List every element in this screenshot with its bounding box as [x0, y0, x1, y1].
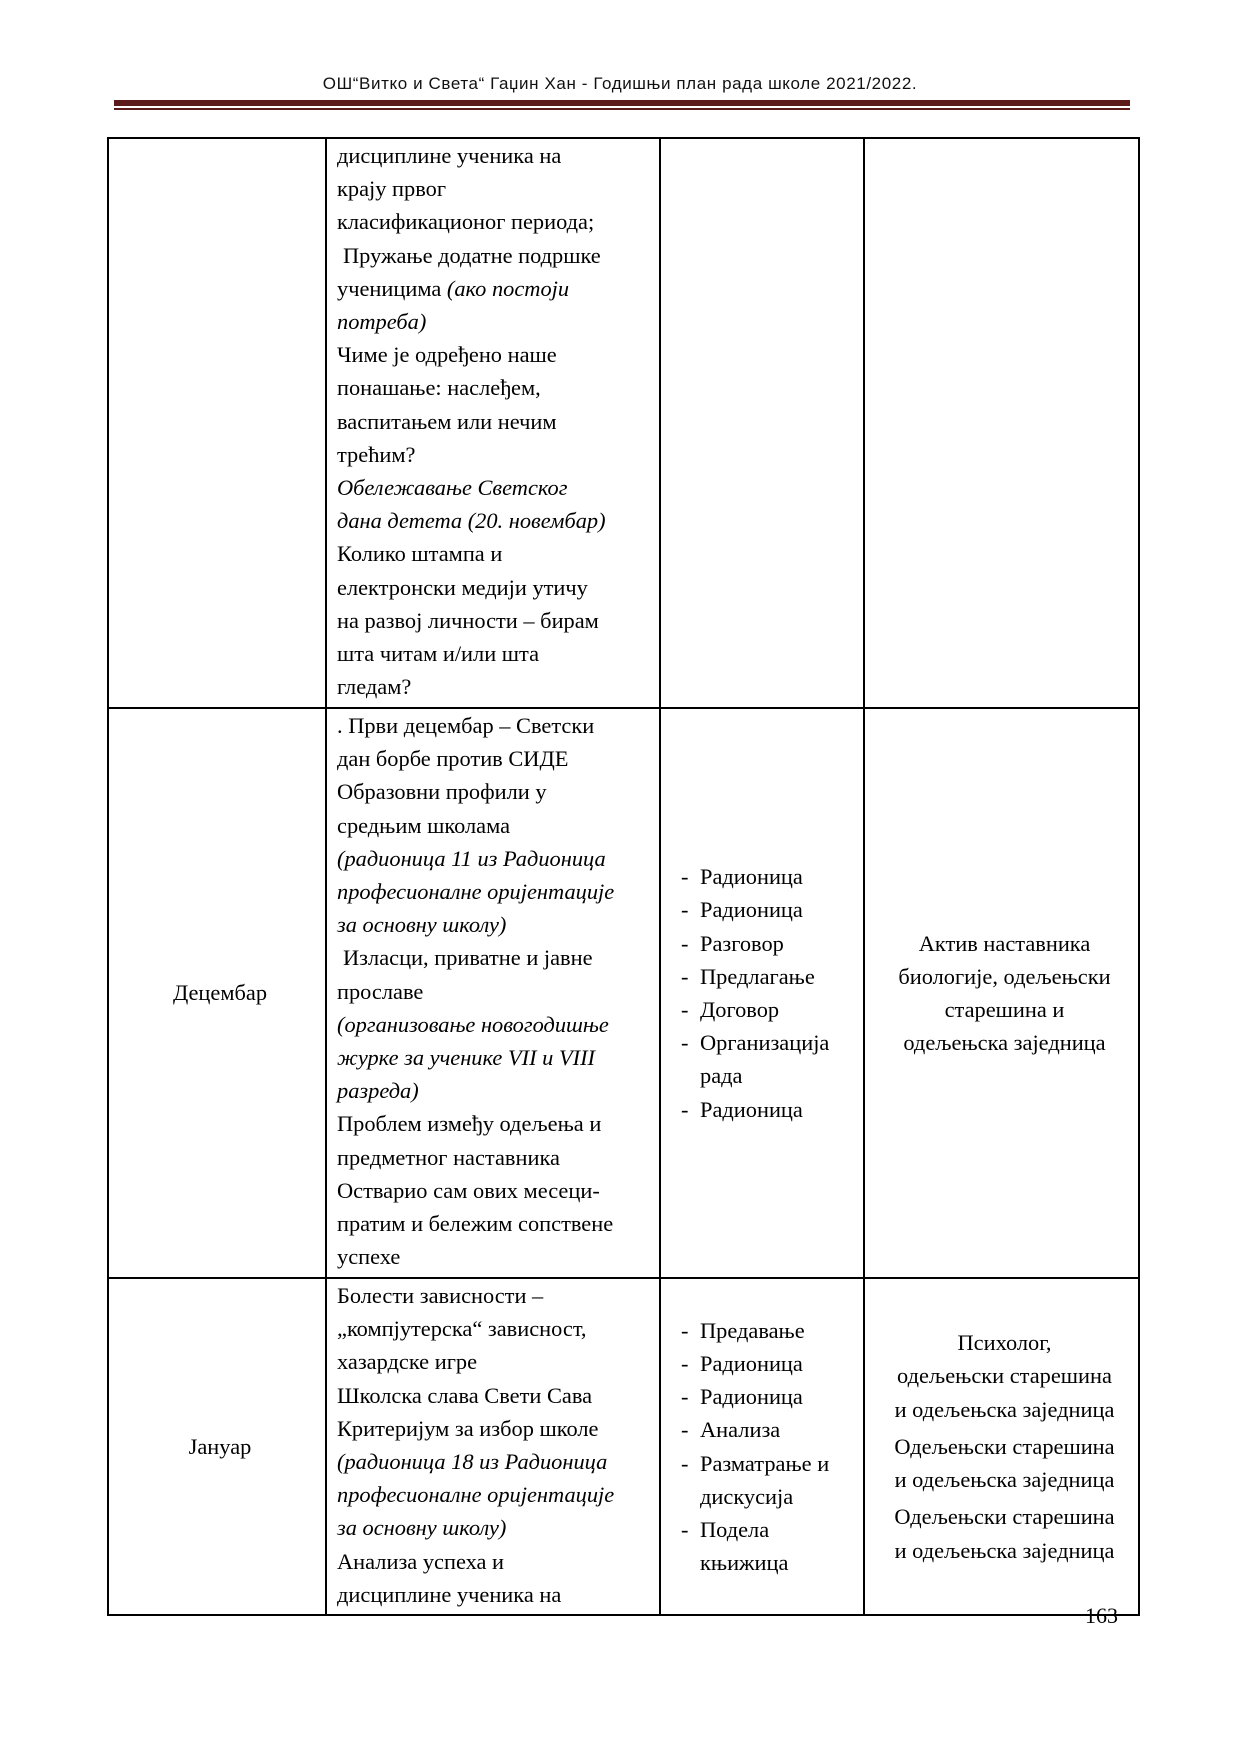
topic-line [337, 1445, 655, 1478]
topic-text: пратим и бележим сопствене [337, 1211, 614, 1237]
holder-group [875, 1326, 1134, 1426]
method-item [671, 927, 859, 960]
topic-line [337, 405, 655, 438]
topic-text: Школска слава Свети Сава [337, 1382, 593, 1408]
topic-text: разреда) [337, 1078, 419, 1104]
topic-text: „компјутерска“ зависност, [337, 1316, 587, 1342]
method-label: Разматрање и дискусија [700, 1450, 830, 1509]
topic-line [337, 1041, 655, 1074]
topic-line [337, 1207, 655, 1240]
method-item [671, 1447, 859, 1513]
method-label: Организација рада [700, 1030, 830, 1089]
table-row [108, 708, 1139, 1278]
topic-line [337, 670, 655, 703]
month-label: Јануар [188, 1433, 252, 1459]
topic-text: гледам? [337, 674, 412, 700]
topic-text: за основну школу) [337, 912, 507, 938]
method-label: Радионица [700, 1384, 803, 1410]
topic-text: Анализа успеха и [337, 1548, 505, 1574]
topic-text: Чиме је одређено наше [337, 342, 557, 368]
topic-line [337, 371, 655, 404]
method-label: Договор [700, 997, 780, 1022]
holder-text: одељењска заједница [903, 1030, 1106, 1056]
topic-line [337, 908, 655, 941]
topic-line [337, 1412, 655, 1445]
holder-group [875, 1430, 1134, 1496]
method-label: Разговор [700, 930, 784, 956]
topic-text: Пружање додатне подршке [343, 242, 601, 268]
document-header: ОШ“Витко и Света“ Гаџин Хан - Годишњи план рада школе 2021/2022. [322, 74, 918, 93]
topic-text: дисциплине ученика на [337, 1581, 562, 1607]
holder-text: Одељењски старешина [894, 1433, 1115, 1459]
dash-bullet: - [681, 1350, 689, 1376]
topic-line [337, 941, 655, 974]
dash-bullet: - [681, 930, 689, 956]
topic-line [337, 172, 655, 205]
topic-text: дисциплине ученика на [337, 143, 562, 168]
annual-plan-table [107, 137, 1140, 1616]
method-label: Радионица [700, 1096, 803, 1122]
topic-text: за основну школу) [337, 1515, 507, 1541]
topic-line [337, 1511, 655, 1544]
methods-cell [660, 1278, 864, 1615]
month-label: Децембар [172, 980, 268, 1006]
topic-text: Образовни профили у [337, 779, 547, 805]
methods-list [671, 860, 859, 1126]
topic-text: дан борбе против СИДЕ [337, 746, 569, 772]
holders-cell [864, 1278, 1139, 1615]
topic-line [337, 438, 655, 471]
topic-text: Остварио сам ових месеци- [337, 1177, 600, 1203]
holder-text: Психолог, [957, 1330, 1052, 1356]
table-row [108, 138, 1139, 708]
month-cell [108, 1278, 326, 1615]
topic-line [337, 305, 655, 338]
topic-text: потреба) [337, 309, 427, 335]
topic-text: (радионица 11 из Радионица [337, 845, 606, 871]
method-label: Радионица [700, 1350, 803, 1376]
topic-text: прославе [337, 978, 424, 1004]
dash-bullet: - [681, 1516, 689, 1542]
topic-text-italic: (ако постоји [446, 275, 570, 301]
dash-bullet: - [681, 1096, 689, 1122]
topic-line [337, 504, 655, 537]
topic-text: електронски медији утичу [337, 574, 588, 600]
holder-text: Актив наставника [918, 930, 1091, 956]
topic-line [337, 471, 655, 504]
holder-text: старешина и [944, 997, 1065, 1022]
topic-line [337, 1240, 655, 1273]
holder-group [875, 1500, 1134, 1566]
topic-line [337, 1345, 655, 1378]
topic-line [337, 1074, 655, 1107]
topic-line [337, 709, 655, 742]
methods-cell [660, 708, 864, 1278]
holder-group [875, 927, 1134, 1060]
topic-line [337, 537, 655, 570]
topic-line [337, 1545, 655, 1578]
method-label: Подела књижица [700, 1516, 789, 1576]
month-cell [108, 708, 326, 1278]
topic-text: (радионица 18 из Радионица [337, 1449, 608, 1475]
holder-text: и одељењска заједница [894, 1467, 1115, 1493]
topic-text: Критеријум за избор школе [337, 1415, 599, 1441]
topic-text: трећим? [337, 441, 416, 467]
topic-text: на развој личности – бирам [337, 607, 599, 633]
topic-text: успехе [337, 1244, 401, 1270]
dash-bullet: - [681, 997, 689, 1022]
topic-text: Колико штампа и [337, 541, 503, 567]
topic-line [337, 604, 655, 637]
topics-cell [326, 1278, 660, 1615]
method-label: Анализа [700, 1417, 781, 1443]
dash-bullet: - [681, 897, 689, 923]
topic-text: ученицима [337, 275, 447, 301]
topic-line [337, 1279, 655, 1312]
topic-line [337, 875, 655, 908]
dash-bullet: - [681, 963, 689, 989]
method-label: Предлагање [700, 963, 815, 989]
topic-line [337, 1312, 655, 1345]
method-label: Радионица [700, 864, 803, 890]
dash-bullet: - [681, 1317, 689, 1343]
dash-bullet: - [681, 1417, 689, 1443]
topic-line [337, 239, 655, 272]
holder-text: биологије, одељењски [898, 963, 1111, 989]
method-label: Радионица [700, 897, 803, 923]
topic-line [337, 1578, 655, 1611]
method-item [671, 1026, 859, 1092]
topic-text: предметног наставника [337, 1144, 560, 1170]
holder-text: и одељењска заједница [894, 1537, 1115, 1563]
topic-text: класификационог периода; [337, 209, 595, 235]
holder-text: Одељењски старешина [894, 1504, 1115, 1530]
method-item [671, 1347, 859, 1380]
method-item [671, 993, 859, 1026]
topic-text: Болести зависности – [337, 1283, 544, 1308]
method-item [671, 1413, 859, 1446]
topic-line [337, 1141, 655, 1174]
topic-line [337, 272, 655, 305]
topic-line [337, 975, 655, 1008]
topic-line [337, 205, 655, 238]
method-item [671, 893, 859, 926]
topic-line [337, 637, 655, 670]
month-cell [108, 138, 326, 708]
dash-bullet: - [681, 1450, 689, 1476]
method-item [671, 960, 859, 993]
method-item [671, 860, 859, 893]
topic-text: хазардске игре [337, 1349, 478, 1375]
topic-text: Обележавање Светског [337, 475, 568, 501]
table-body [108, 138, 1139, 1615]
topics-cell [326, 138, 660, 708]
method-item [671, 1093, 859, 1126]
topic-line [337, 1379, 655, 1412]
table-row [108, 1278, 1139, 1615]
holder-text: одељењски старешина [897, 1363, 1112, 1389]
topic-line [337, 742, 655, 775]
header-rule-thick [114, 100, 1130, 106]
topic-line [337, 1107, 655, 1140]
topic-text: Изласци, приватне и јавне [343, 945, 593, 971]
topic-text: понашање: наслеђем, [337, 375, 541, 401]
topic-text: журке за ученике VII и VIII [337, 1045, 595, 1071]
topic-line [337, 809, 655, 842]
holders-cell [864, 138, 1139, 708]
method-item [671, 1314, 859, 1347]
topic-line [337, 1008, 655, 1041]
holders-cell [864, 708, 1139, 1278]
topic-text: крају првог [337, 176, 447, 202]
methods-list [671, 1314, 859, 1580]
topic-line [337, 571, 655, 604]
topic-text: професионалне оријентације [337, 1482, 615, 1508]
topic-line [337, 139, 655, 172]
methods-cell [660, 138, 864, 708]
holder-text: и одељењска заједница [894, 1396, 1115, 1422]
topic-line [337, 338, 655, 371]
dash-bullet: - [681, 1030, 689, 1056]
topic-text: . Први децембар – Светски [337, 713, 595, 738]
topic-line [337, 842, 655, 875]
topic-line [337, 775, 655, 808]
method-label: Предавање [700, 1317, 805, 1343]
topic-line [337, 1174, 655, 1207]
header-rule-thin [114, 108, 1130, 110]
topic-text: (организовање новогодишње [337, 1011, 609, 1037]
topic-text: васпитањем или нечим [337, 408, 557, 434]
page-number: 163 [1085, 1603, 1118, 1628]
topics-cell [326, 708, 660, 1278]
topic-text: Проблем између одељења и [337, 1111, 602, 1137]
dash-bullet: - [681, 1384, 689, 1410]
topic-text: професионалне оријентације [337, 879, 615, 905]
topic-text: шта читам и/или шта [337, 641, 540, 667]
dash-bullet: - [681, 864, 689, 890]
topic-line [337, 1478, 655, 1511]
topic-text: дана детета (20. новембар) [337, 508, 606, 534]
method-item [671, 1513, 859, 1579]
topic-text: средњим школама [337, 812, 511, 838]
method-item [671, 1380, 859, 1413]
